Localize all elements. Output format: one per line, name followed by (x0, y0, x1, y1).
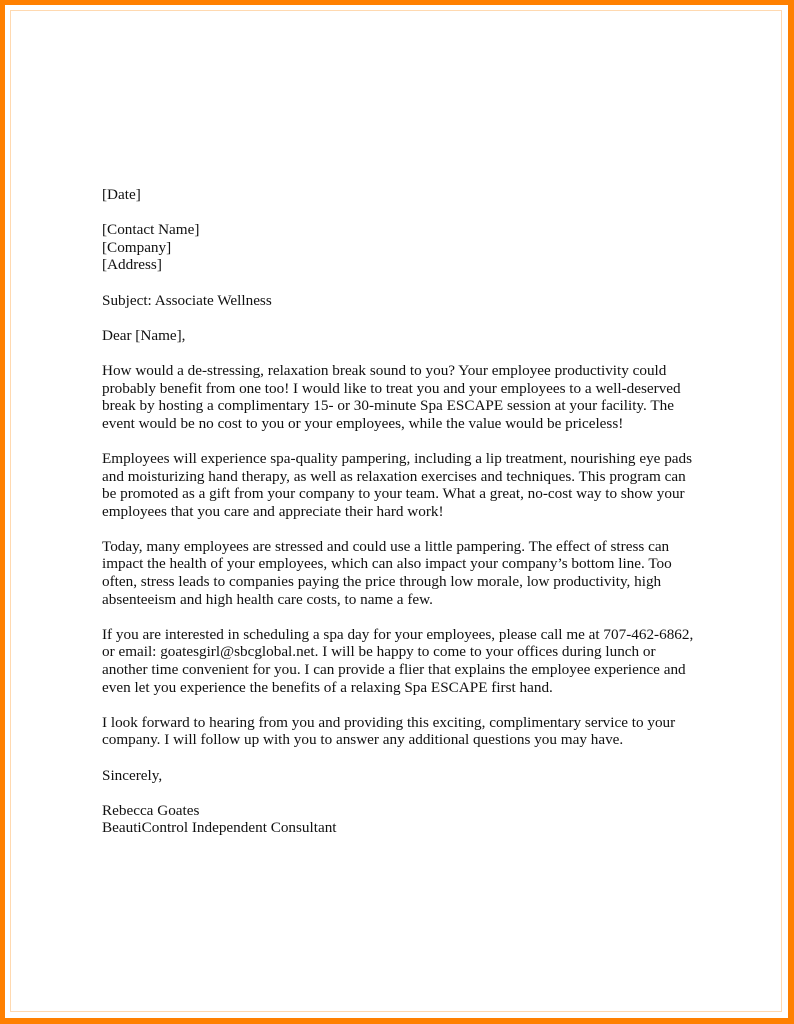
paragraph-line: If you are interested in scheduling a spa day for your employees, please call me at 707-462-6862, (102, 625, 694, 643)
paragraph-line: How would a de-stressing, relaxation break sound to you? Your employee productivity could (102, 361, 667, 379)
spacer (102, 309, 722, 327)
paragraph-stress (102, 538, 722, 608)
spacer (102, 749, 722, 767)
spacer (102, 432, 722, 450)
spacer (102, 608, 722, 626)
paragraph-line: event would be no cost to you or your employees, while the value would be priceless! (102, 414, 624, 432)
paragraph-line: Today, many employees are stressed and could use a little pampering. The effect of stress can (102, 537, 670, 555)
paragraph-line: employees that you care and appreciate their hard work! (102, 502, 444, 520)
spacer (102, 696, 722, 714)
subject-line (102, 292, 722, 310)
paragraph-line: break by hosting a complimentary 15- or 30-minute Spa ESCAPE session at your facility. The (102, 397, 674, 415)
spacer (102, 520, 722, 538)
paragraph-line: another time convenient for you. I can provide a flier that explains the employee experience and (102, 661, 686, 679)
closing-text: Sincerely, (102, 766, 163, 784)
paragraph-line: impact the health of your employees, which can also impact your company’s bottom line. Too (102, 555, 672, 573)
paragraph-contact (102, 626, 722, 696)
paragraph-line: Employees will experience spa-quality pampering, including a lip treatment, nourishing eye pads (102, 449, 693, 467)
recipient-contact-name: [Contact Name] (102, 221, 200, 239)
recipient-address: [Address] (102, 256, 162, 274)
spacer (102, 274, 722, 292)
date-line (102, 186, 722, 204)
spacer (102, 784, 722, 802)
salutation-text: Dear [Name], (102, 326, 186, 344)
paragraph-closing (102, 714, 722, 749)
paragraph-line: probably benefit from one too! I would like to treat you and your employees to a well-deserved (102, 379, 681, 397)
salutation (102, 327, 722, 345)
paragraph-line: and moisturizing hand therapy, as well as relaxation exercises and techniques. This program can (102, 467, 686, 485)
letter-body (102, 186, 722, 837)
spacer (102, 344, 722, 362)
paragraph-line: company. I will follow up with you to answer any additional questions you may have. (102, 731, 624, 749)
subject-text: Subject: Associate Wellness (102, 291, 272, 309)
spacer (102, 204, 722, 222)
recipient-block (102, 221, 722, 274)
recipient-company: [Company] (102, 238, 172, 256)
paragraph-line: absenteeism and high health care costs, to name a few. (102, 590, 433, 608)
paragraph-experience (102, 450, 722, 520)
date-text: [Date] (102, 186, 141, 203)
signature-block (102, 802, 722, 837)
paragraph-line: I look forward to hearing from you and providing this exciting, complimentary service to your (102, 713, 676, 731)
paragraph-line: often, stress leads to companies paying the price through low morale, low productivity, high (102, 573, 662, 591)
signature-name: Rebecca Goates (102, 801, 200, 819)
closing (102, 767, 722, 785)
paragraph-intro (102, 362, 722, 432)
paragraph-line: be promoted as a gift from your company to your team. What a great, no-cost way to show your (102, 485, 685, 503)
paragraph-line: or email: goatesgirl@sbcglobal.net. I will be happy to come to your offices during lunch or (102, 643, 656, 661)
signature-title: BeautiControl Independent Consultant (102, 819, 337, 837)
paragraph-line: even let you experience the benefits of a relaxing Spa ESCAPE first hand. (102, 678, 553, 696)
